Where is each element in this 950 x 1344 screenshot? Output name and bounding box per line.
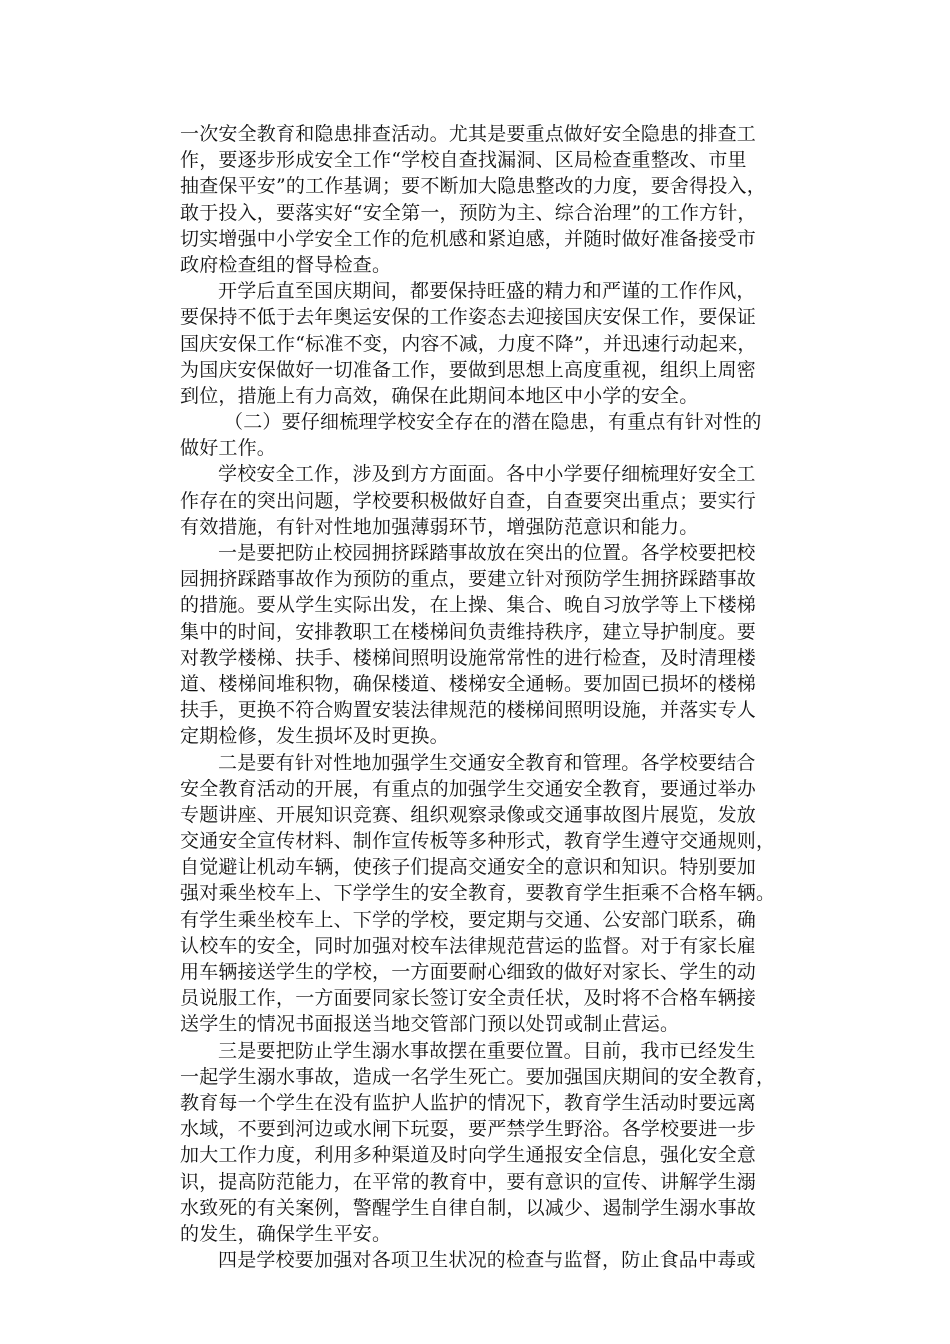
text-line: 有效措施，有针对性地加强薄弱环节，增强防范意识和能力。 [180, 515, 699, 538]
text-line: 员说服工作，一方面要同家长签订安全责任状，及时将不合格车辆接 [180, 987, 757, 1010]
text-line: 园拥挤踩踏事故作为预防的重点，要建立针对预防学生拥挤踩踏事故 [180, 568, 757, 591]
text-line: 加大工作力度，利用多种渠道及时向学生通报安全信息，强化安全意 [180, 1144, 757, 1167]
paragraph-traffic-safety [180, 750, 776, 1038]
text-line: 切实增强中小学安全工作的危机感和紧迫感，并随时做好准备接受市 [180, 227, 757, 250]
text-line: 专题讲座、开展知识竞赛、组织观察录像或交通事故图片展览，发放 [180, 803, 757, 826]
text-line: 交通安全宣传材料、制作宣传板等多种形式，教育学生遵守交通规则， [180, 830, 776, 853]
text-line: 学校安全工作，涉及到方方面面。各中小学要仔细梳理好安全工 [218, 463, 756, 486]
text-line: 开学后直至国庆期间，都要保持旺盛的精力和严谨的工作作风， [218, 280, 756, 303]
heading-line: （二）要仔细梳理学校安全存在的潜在隐患，有重点有针对性的 [224, 411, 762, 434]
text-line: 一起学生溺水事故，造成一名学生死亡。要加强国庆期间的安全教育， [180, 1065, 776, 1088]
text-line: 为国庆安保做好一切准备工作，要做到思想上高度重视，组织上周密 [180, 358, 757, 381]
heading-line: 做好工作。 [180, 437, 277, 460]
text-line: 政府检查组的督导检查。 [180, 253, 392, 276]
text-line: 一是要把防止校园拥挤踩踏事故放在突出的位置。各学校要把校 [218, 542, 756, 564]
text-line: 识，提高防范能力，在平常的教育中，要有意识的宣传、讲解学生溺 [180, 1170, 757, 1193]
text-line: 对教学楼梯、扶手、楼梯间照明设施常常性的进行检查，及时清理楼 [180, 646, 757, 669]
text-line: 自觉避让机动车辆，使孩子们提高交通安全的意识和知识。特别要加 [180, 856, 757, 879]
text-line: 抽查保平安”的工作基调；要不断加大隐患整改的力度，要舍得投入， [180, 175, 766, 198]
text-line: 到位，措施上有力高效，确保在此期间本地区中小学的安全。 [180, 384, 699, 407]
text-line: 送学生的情况书面报送当地交管部门预以处罚或制止营运。 [180, 1013, 680, 1036]
text-line: 教育每一个学生在没有监护人监护的情况下，教育学生活动时要远离 [180, 1091, 757, 1114]
text-line: 安全教育活动的开展，有重点的加强学生交通安全教育，要通过举办 [180, 777, 757, 800]
text-line: 认校车的安全，同时加强对校车法律规范营运的监督。对于有家长雇 [180, 934, 757, 957]
text-line: 集中的时间，安排教职工在楼梯间负责维持秩序，建立导护制度。要 [180, 620, 757, 643]
text-line: 敢于投入，要落实好“安全第一，预防为主、综合治理”的工作方针， [180, 201, 757, 224]
text-line: 水域，不要到河边或水闸下玩耍，要严禁学生野浴。各学校要进一步 [180, 1118, 757, 1141]
text-line: 有学生乘坐校车上、下学的学校，要定期与交通、公安部门联系，确 [180, 908, 757, 931]
text-line: 的发生，确保学生平安。 [180, 1222, 392, 1245]
paragraph-continuation [180, 121, 770, 278]
paragraph-stampede-prevention [180, 540, 770, 750]
text-line: 作，要逐步形成安全工作“学校自查找漏洞、区局检查重整改、市里 [180, 149, 747, 172]
text-line: 扶手，更换不符合购置安装法律规范的楼梯间照明设施，并落实专人 [180, 699, 757, 722]
text-line: 二是要有针对性地加强学生交通安全教育和管理。各学校要结合 [218, 751, 756, 774]
text-line: 一次安全教育和隐患排查活动。尤其是要重点做好安全隐患的排查工 [180, 123, 757, 145]
document-page [180, 121, 776, 1273]
text-line: 定期检修，发生损坏及时更换。 [180, 725, 449, 748]
text-line: 四是学校要加强对各项卫生状况的检查与监督，防止食品中毒或 [218, 1249, 756, 1272]
text-line: 用车辆接送学生的学校，一方面要耐心细致的做好对家长、学生的动 [180, 961, 757, 983]
text-line: 道、楼梯间堆积物，确保楼道、楼梯安全通畅。要加固已损坏的楼梯 [180, 672, 757, 695]
paragraph-school-safety [180, 461, 770, 540]
text-line: 强对乘坐校车上、下学学生的安全教育，要教育学生拒乘不合格车辆。 [180, 882, 776, 905]
text-line: 的措施。要从学生实际出发，在上操、集合、晚自习放学等上下楼梯 [180, 594, 757, 617]
paragraph-national-day-security [180, 278, 770, 409]
paragraph-hygiene-inspection [180, 1247, 770, 1273]
text-line: 三是要把防止学生溺水事故摆在重要位置。目前，我市已经发生 [218, 1039, 756, 1062]
section-heading-2 [180, 409, 770, 461]
text-line: 国庆安保工作“标准不变，内容不减，力度不降”，并迅速行动起来， [180, 332, 757, 355]
paragraph-drowning-prevention [180, 1038, 776, 1248]
text-line: 作存在的突出问题，学校要积极做好自查，自查要突出重点；要实行 [180, 489, 757, 512]
text-line: 水致死的有关案例，警醒学生自律自制，以减少、遏制学生溺水事故 [180, 1196, 757, 1219]
text-line: 要保持不低于去年奥运安保的工作姿态去迎接国庆安保工作，要保证 [180, 306, 757, 329]
